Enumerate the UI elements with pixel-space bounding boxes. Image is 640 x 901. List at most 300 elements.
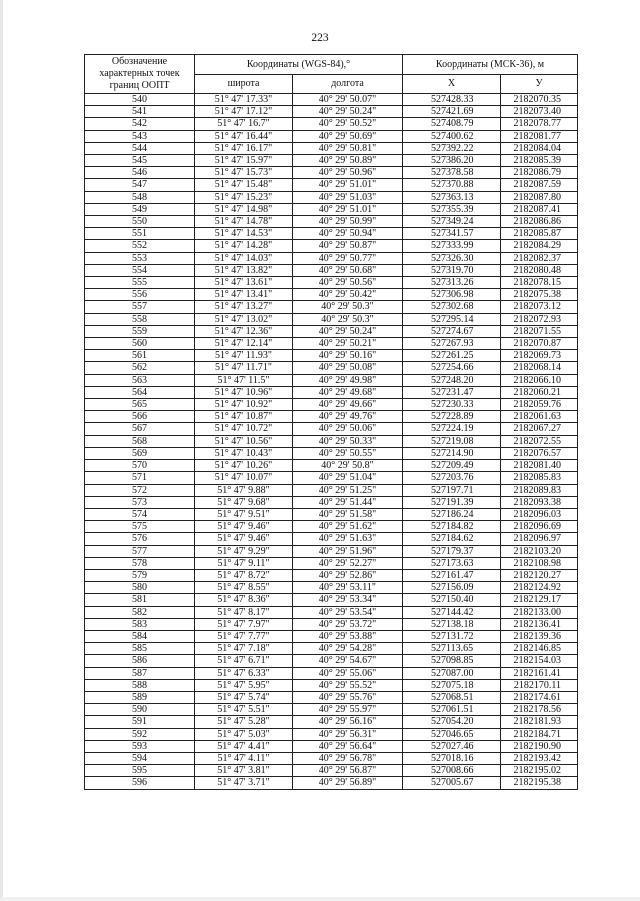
latitude-cell: 51° 47' 11.93" (195, 350, 293, 362)
table-row (85, 94, 578, 106)
y-coordinate-cell: 2182070.87 (501, 338, 578, 350)
x-coordinate-cell: 527113.65 (403, 643, 501, 655)
x-coordinate-cell: 527313.26 (403, 277, 501, 289)
point-number-cell: 563 (85, 374, 195, 386)
latitude-cell: 51° 47' 12.36" (195, 325, 293, 337)
table-row (85, 167, 578, 179)
latitude-cell: 51° 47' 4.11" (195, 752, 293, 764)
latitude-cell: 51° 47' 14.03" (195, 252, 293, 264)
table-row (85, 264, 578, 276)
x-coordinate-cell: 527428.33 (403, 94, 501, 106)
latitude-cell: 51° 47' 15.97" (195, 155, 293, 167)
longitude-cell: 40° 29' 51.63" (293, 533, 403, 545)
latitude-cell: 51° 47' 15.73" (195, 167, 293, 179)
y-coordinate-cell: 2182089.83 (501, 484, 578, 496)
latitude-cell: 51° 47' 13.02" (195, 313, 293, 325)
x-coordinate-cell: 527274.67 (403, 325, 501, 337)
longitude-cell: 40° 29' 51.01" (293, 179, 403, 191)
x-coordinate-cell: 527209.49 (403, 460, 501, 472)
longitude-cell: 40° 29' 53.54" (293, 606, 403, 618)
point-number-cell: 596 (85, 777, 195, 789)
y-coordinate-cell: 2182076.57 (501, 447, 578, 459)
y-coordinate-cell: 2182068.14 (501, 362, 578, 374)
longitude-cell: 40° 29' 56.87" (293, 765, 403, 777)
y-coordinate-cell: 2182060.21 (501, 386, 578, 398)
table-row (85, 228, 578, 240)
table-header (85, 55, 578, 94)
longitude-cell: 40° 29' 56.16" (293, 716, 403, 728)
point-number-cell: 548 (85, 191, 195, 203)
x-coordinate-cell: 527150.40 (403, 594, 501, 606)
table-row (85, 423, 578, 435)
latitude-cell: 51° 47' 5.28" (195, 716, 293, 728)
longitude-cell: 40° 29' 50.16" (293, 350, 403, 362)
latitude-cell: 51° 47' 11.5" (195, 374, 293, 386)
latitude-cell: 51° 47' 6.33" (195, 667, 293, 679)
coordinates-table (84, 54, 578, 790)
longitude-cell: 40° 29' 50.69" (293, 130, 403, 142)
latitude-cell: 51° 47' 12.14" (195, 338, 293, 350)
y-coordinate-cell: 2182178.56 (501, 704, 578, 716)
point-number-cell: 558 (85, 313, 195, 325)
x-coordinate-cell: 527203.76 (403, 472, 501, 484)
y-coordinate-cell: 2182108.98 (501, 557, 578, 569)
page-number: 223 (311, 32, 329, 44)
scan-bottom-edge (0, 897, 640, 901)
longitude-cell: 40° 29' 56.78" (293, 752, 403, 764)
x-coordinate-cell: 527302.68 (403, 301, 501, 313)
latitude-cell: 51° 47' 10.56" (195, 435, 293, 447)
x-coordinate-cell: 527421.69 (403, 106, 501, 118)
point-number-cell: 594 (85, 752, 195, 764)
point-number-cell: 588 (85, 679, 195, 691)
longitude-cell: 40° 29' 50.89" (293, 155, 403, 167)
table-row (85, 277, 578, 289)
point-number-cell: 587 (85, 667, 195, 679)
longitude-cell: 40° 29' 51.03" (293, 191, 403, 203)
longitude-cell: 40° 29' 55.76" (293, 691, 403, 703)
latitude-cell: 51° 47' 13.41" (195, 289, 293, 301)
longitude-cell: 40° 29' 51.62" (293, 521, 403, 533)
table-row (85, 399, 578, 411)
y-coordinate-cell: 2182190.90 (501, 740, 578, 752)
longitude-cell: 40° 29' 51.01" (293, 203, 403, 215)
point-number-cell: 560 (85, 338, 195, 350)
latitude-cell: 51° 47' 3.81" (195, 765, 293, 777)
longitude-cell: 40° 29' 50.94" (293, 228, 403, 240)
x-coordinate-cell: 527214.90 (403, 447, 501, 459)
y-coordinate-cell: 2182085.39 (501, 155, 578, 167)
point-number-cell: 590 (85, 704, 195, 716)
latitude-cell: 51° 47' 14.53" (195, 228, 293, 240)
table-row (85, 362, 578, 374)
longitude-cell: 40° 29' 56.31" (293, 728, 403, 740)
latitude-cell: 51° 47' 10.96" (195, 386, 293, 398)
y-coordinate-cell: 2182174.61 (501, 691, 578, 703)
x-coordinate-cell: 527161.47 (403, 569, 501, 581)
longitude-cell: 40° 29' 52.86" (293, 569, 403, 581)
table-row (85, 338, 578, 350)
table-row (85, 704, 578, 716)
point-number-cell: 568 (85, 435, 195, 447)
y-coordinate-cell: 2182086.86 (501, 216, 578, 228)
point-number-cell: 574 (85, 508, 195, 520)
y-coordinate-cell: 2182078.77 (501, 118, 578, 130)
latitude-cell: 51° 47' 14.28" (195, 240, 293, 252)
x-coordinate-cell: 527008.66 (403, 765, 501, 777)
table-row (85, 191, 578, 203)
longitude-cell: 40° 29' 50.42" (293, 289, 403, 301)
y-coordinate-cell: 2182096.69 (501, 521, 578, 533)
latitude-cell: 51° 47' 9.51" (195, 508, 293, 520)
table-row (85, 411, 578, 423)
table-row (85, 667, 578, 679)
latitude-cell: 51° 47' 10.26" (195, 460, 293, 472)
point-number-cell: 542 (85, 118, 195, 130)
latitude-cell: 51° 47' 5.95" (195, 679, 293, 691)
table-row (85, 216, 578, 228)
table-row (85, 655, 578, 667)
point-number-cell: 556 (85, 289, 195, 301)
table-row (85, 301, 578, 313)
longitude-cell: 40° 29' 56.64" (293, 740, 403, 752)
y-coordinate-cell: 2182072.55 (501, 435, 578, 447)
table-row (85, 630, 578, 642)
latitude-cell: 51° 47' 9.46" (195, 533, 293, 545)
y-coordinate-cell: 2182080.48 (501, 264, 578, 276)
y-coordinate-cell: 2182078.15 (501, 277, 578, 289)
x-coordinate-cell: 527144.42 (403, 606, 501, 618)
point-number-cell: 595 (85, 765, 195, 777)
point-number-cell: 547 (85, 179, 195, 191)
header-latitude: широта (195, 74, 293, 94)
longitude-cell: 40° 29' 50.24" (293, 325, 403, 337)
x-coordinate-cell: 527184.62 (403, 533, 501, 545)
y-coordinate-cell: 2182071.55 (501, 325, 578, 337)
x-coordinate-cell: 527355.39 (403, 203, 501, 215)
latitude-cell: 51° 47' 13.82" (195, 264, 293, 276)
y-coordinate-cell: 2182093.38 (501, 496, 578, 508)
x-coordinate-cell: 527046.65 (403, 728, 501, 740)
table-row (85, 179, 578, 191)
latitude-cell: 51° 47' 9.11" (195, 557, 293, 569)
point-number-cell: 593 (85, 740, 195, 752)
table-row (85, 118, 578, 130)
longitude-cell: 40° 29' 53.34" (293, 594, 403, 606)
point-number-cell: 562 (85, 362, 195, 374)
point-number-cell: 554 (85, 264, 195, 276)
table-row (85, 594, 578, 606)
latitude-cell: 51° 47' 17.12" (195, 106, 293, 118)
y-coordinate-cell: 2182170.11 (501, 679, 578, 691)
longitude-cell: 40° 29' 50.55" (293, 447, 403, 459)
longitude-cell: 40° 29' 53.11" (293, 582, 403, 594)
point-number-cell: 551 (85, 228, 195, 240)
x-coordinate-cell: 527027.46 (403, 740, 501, 752)
table-row (85, 618, 578, 630)
table-row (85, 752, 578, 764)
latitude-cell: 51° 47' 5.51" (195, 704, 293, 716)
longitude-cell: 40° 29' 51.25" (293, 484, 403, 496)
y-coordinate-cell: 2182066.10 (501, 374, 578, 386)
longitude-cell: 40° 29' 50.08" (293, 362, 403, 374)
point-number-cell: 541 (85, 106, 195, 118)
x-coordinate-cell: 527349.24 (403, 216, 501, 228)
table-row (85, 325, 578, 337)
longitude-cell: 40° 29' 50.77" (293, 252, 403, 264)
y-coordinate-cell: 2182184.71 (501, 728, 578, 740)
scan-edge-shadow (0, 0, 3, 901)
point-number-cell: 576 (85, 533, 195, 545)
longitude-cell: 40° 29' 50.56" (293, 277, 403, 289)
point-number-cell: 592 (85, 728, 195, 740)
y-coordinate-cell: 2182087.41 (501, 203, 578, 215)
table-row (85, 130, 578, 142)
longitude-cell: 40° 29' 50.3" (293, 301, 403, 313)
y-coordinate-cell: 2182195.38 (501, 777, 578, 789)
y-coordinate-cell: 2182073.12 (501, 301, 578, 313)
point-number-cell: 566 (85, 411, 195, 423)
table-row (85, 582, 578, 594)
latitude-cell: 51° 47' 14.98" (195, 203, 293, 215)
x-coordinate-cell: 527267.93 (403, 338, 501, 350)
y-coordinate-cell: 2182103.20 (501, 545, 578, 557)
point-number-cell: 559 (85, 325, 195, 337)
longitude-cell: 40° 29' 55.06" (293, 667, 403, 679)
longitude-cell: 40° 29' 50.81" (293, 142, 403, 154)
latitude-cell: 51° 47' 4.41" (195, 740, 293, 752)
y-coordinate-cell: 2182081.77 (501, 130, 578, 142)
point-number-cell: 543 (85, 130, 195, 142)
latitude-cell: 51° 47' 10.72" (195, 423, 293, 435)
longitude-cell: 40° 29' 56.89" (293, 777, 403, 789)
y-coordinate-cell: 2182120.27 (501, 569, 578, 581)
table-row (85, 679, 578, 691)
point-number-cell: 540 (85, 94, 195, 106)
x-coordinate-cell: 527231.47 (403, 386, 501, 398)
table-row (85, 374, 578, 386)
latitude-cell: 51° 47' 15.23" (195, 191, 293, 203)
x-coordinate-cell: 527191.39 (403, 496, 501, 508)
y-coordinate-cell: 2182084.29 (501, 240, 578, 252)
latitude-cell: 51° 47' 9.46" (195, 521, 293, 533)
table-row (85, 521, 578, 533)
y-coordinate-cell: 2182161.41 (501, 667, 578, 679)
latitude-cell: 51° 47' 6.71" (195, 655, 293, 667)
x-coordinate-cell: 527370.88 (403, 179, 501, 191)
latitude-cell: 51° 47' 5.03" (195, 728, 293, 740)
point-number-cell: 549 (85, 203, 195, 215)
longitude-cell: 40° 29' 50.24" (293, 106, 403, 118)
longitude-cell: 40° 29' 50.07" (293, 94, 403, 106)
point-number-cell: 550 (85, 216, 195, 228)
y-coordinate-cell: 2182154.03 (501, 655, 578, 667)
x-coordinate-cell: 527156.09 (403, 582, 501, 594)
y-coordinate-cell: 2182069.73 (501, 350, 578, 362)
point-number-cell: 586 (85, 655, 195, 667)
point-number-cell: 555 (85, 277, 195, 289)
latitude-cell: 51° 47' 9.68" (195, 496, 293, 508)
table-row (85, 252, 578, 264)
point-number-cell: 580 (85, 582, 195, 594)
table-row (85, 643, 578, 655)
point-number-cell: 567 (85, 423, 195, 435)
longitude-cell: 40° 29' 49.98" (293, 374, 403, 386)
latitude-cell: 51° 47' 8.55" (195, 582, 293, 594)
table-row (85, 240, 578, 252)
table-row (85, 496, 578, 508)
x-coordinate-cell: 527295.14 (403, 313, 501, 325)
longitude-cell: 40° 29' 50.99" (293, 216, 403, 228)
table-body (85, 94, 578, 790)
point-number-cell: 545 (85, 155, 195, 167)
y-coordinate-cell: 2182087.80 (501, 191, 578, 203)
x-coordinate-cell: 527219.08 (403, 435, 501, 447)
point-number-cell: 564 (85, 386, 195, 398)
latitude-cell: 51° 47' 13.61" (195, 277, 293, 289)
header-wgs84-group: Координаты (WGS-84),° (195, 55, 403, 75)
latitude-cell: 51° 47' 7.18" (195, 643, 293, 655)
point-number-cell: 582 (85, 606, 195, 618)
y-coordinate-cell: 2182081.40 (501, 460, 578, 472)
x-coordinate-cell: 527131.72 (403, 630, 501, 642)
x-coordinate-cell: 527341.57 (403, 228, 501, 240)
x-coordinate-cell: 527224.19 (403, 423, 501, 435)
table-row (85, 313, 578, 325)
y-coordinate-cell: 2182129.17 (501, 594, 578, 606)
y-coordinate-cell: 2182096.97 (501, 533, 578, 545)
table-row (85, 728, 578, 740)
table-row (85, 447, 578, 459)
table-row (85, 765, 578, 777)
longitude-cell: 40° 29' 52.27" (293, 557, 403, 569)
x-coordinate-cell: 527054.20 (403, 716, 501, 728)
table-row (85, 740, 578, 752)
x-coordinate-cell: 527098.85 (403, 655, 501, 667)
y-coordinate-cell: 2182086.79 (501, 167, 578, 179)
table-row (85, 545, 578, 557)
table-row (85, 350, 578, 362)
table-row (85, 435, 578, 447)
y-coordinate-cell: 2182096.03 (501, 508, 578, 520)
x-coordinate-cell: 527018.16 (403, 752, 501, 764)
y-coordinate-cell: 2182139.36 (501, 630, 578, 642)
longitude-cell: 40° 29' 54.28" (293, 643, 403, 655)
x-coordinate-cell: 527363.13 (403, 191, 501, 203)
x-coordinate-cell: 527248.20 (403, 374, 501, 386)
y-coordinate-cell: 2182073.40 (501, 106, 578, 118)
header-longitude: долгота (293, 74, 403, 94)
y-coordinate-cell: 2182067.27 (501, 423, 578, 435)
x-coordinate-cell: 527386.20 (403, 155, 501, 167)
table-row (85, 557, 578, 569)
point-number-cell: 552 (85, 240, 195, 252)
x-coordinate-cell: 527179.37 (403, 545, 501, 557)
table-row (85, 508, 578, 520)
point-number-cell: 585 (85, 643, 195, 655)
longitude-cell: 40° 29' 55.97" (293, 704, 403, 716)
table-row (85, 460, 578, 472)
y-coordinate-cell: 2182085.83 (501, 472, 578, 484)
x-coordinate-cell: 527333.99 (403, 240, 501, 252)
x-coordinate-cell: 527400.62 (403, 130, 501, 142)
x-coordinate-cell: 527197.71 (403, 484, 501, 496)
latitude-cell: 51° 47' 13.27" (195, 301, 293, 313)
point-number-cell: 573 (85, 496, 195, 508)
point-number-cell: 583 (85, 618, 195, 630)
x-coordinate-cell: 527087.00 (403, 667, 501, 679)
point-number-cell: 579 (85, 569, 195, 581)
latitude-cell: 51° 47' 8.72" (195, 569, 293, 581)
longitude-cell: 40° 29' 50.33" (293, 435, 403, 447)
x-coordinate-cell: 527228.89 (403, 411, 501, 423)
table-row (85, 691, 578, 703)
y-coordinate-cell: 2182070.35 (501, 94, 578, 106)
longitude-cell: 40° 29' 50.21" (293, 338, 403, 350)
point-number-cell: 581 (85, 594, 195, 606)
latitude-cell: 51° 47' 11.71" (195, 362, 293, 374)
point-number-cell: 565 (85, 399, 195, 411)
longitude-cell: 40° 29' 51.44" (293, 496, 403, 508)
longitude-cell: 40° 29' 50.68" (293, 264, 403, 276)
point-number-cell: 577 (85, 545, 195, 557)
latitude-cell: 51° 47' 9.88" (195, 484, 293, 496)
latitude-cell: 51° 47' 8.17" (195, 606, 293, 618)
table-row (85, 606, 578, 618)
point-number-cell: 544 (85, 142, 195, 154)
latitude-cell: 51° 47' 14.78" (195, 216, 293, 228)
latitude-cell: 51° 47' 15.48" (195, 179, 293, 191)
longitude-cell: 40° 29' 49.76" (293, 411, 403, 423)
point-number-cell: 575 (85, 521, 195, 533)
point-number-cell: 546 (85, 167, 195, 179)
longitude-cell: 40° 29' 50.96" (293, 167, 403, 179)
point-number-cell: 572 (85, 484, 195, 496)
x-coordinate-cell: 527230.33 (403, 399, 501, 411)
header-msk36-group: Координаты (МСК-36), м (403, 55, 578, 75)
y-coordinate-cell: 2182059.76 (501, 399, 578, 411)
longitude-cell: 40° 29' 50.52" (293, 118, 403, 130)
point-number-cell: 569 (85, 447, 195, 459)
latitude-cell: 51° 47' 3.71" (195, 777, 293, 789)
header-y: У (501, 74, 578, 94)
x-coordinate-cell: 527378.58 (403, 167, 501, 179)
point-number-cell: 591 (85, 716, 195, 728)
x-coordinate-cell: 527261.25 (403, 350, 501, 362)
latitude-cell: 51° 47' 10.43" (195, 447, 293, 459)
longitude-cell: 40° 29' 53.88" (293, 630, 403, 642)
x-coordinate-cell: 527005.67 (403, 777, 501, 789)
longitude-cell: 40° 29' 50.8" (293, 460, 403, 472)
point-number-cell: 570 (85, 460, 195, 472)
x-coordinate-cell: 527173.63 (403, 557, 501, 569)
y-coordinate-cell: 2182193.42 (501, 752, 578, 764)
latitude-cell: 51° 47' 9.29" (195, 545, 293, 557)
latitude-cell: 51° 47' 17.33" (195, 94, 293, 106)
table-row (85, 716, 578, 728)
longitude-cell: 40° 29' 54.67" (293, 655, 403, 667)
table-row (85, 155, 578, 167)
y-coordinate-cell: 2182124.92 (501, 582, 578, 594)
y-coordinate-cell: 2182061.63 (501, 411, 578, 423)
table-row (85, 142, 578, 154)
y-coordinate-cell: 2182146.85 (501, 643, 578, 655)
longitude-cell: 40° 29' 49.66" (293, 399, 403, 411)
y-coordinate-cell: 2182084.04 (501, 142, 578, 154)
y-coordinate-cell: 2182072.93 (501, 313, 578, 325)
point-number-cell: 561 (85, 350, 195, 362)
point-number-cell: 584 (85, 630, 195, 642)
